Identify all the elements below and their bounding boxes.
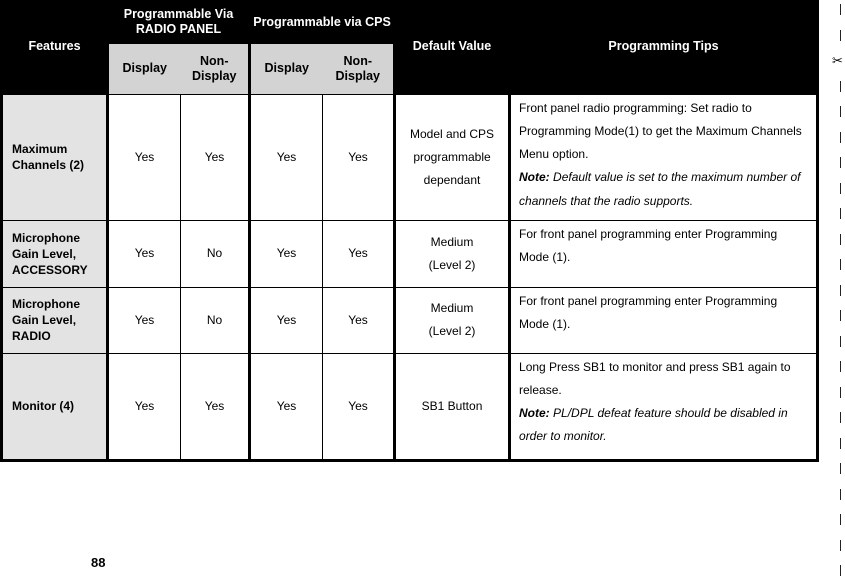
tip-text: Front panel radio programming: Set radio to Programming Mode(1) to get the Maximum Channels Menu option. xyxy=(519,100,802,162)
radio-non-display-value: No xyxy=(181,220,250,287)
tip-text: For front panel programming enter Programming Mode (1). xyxy=(519,293,778,331)
programming-tip xyxy=(510,353,818,460)
feature-name: Monitor (4) xyxy=(2,353,108,460)
programming-tip xyxy=(510,220,818,287)
table-row xyxy=(2,353,818,460)
cps-display-value: Yes xyxy=(250,220,323,287)
cut-line-dash xyxy=(840,387,841,398)
col-header-cps: Programmable via CPS xyxy=(250,0,395,44)
cut-line-dash xyxy=(840,234,841,245)
note-text: PL/DPL defeat feature should be disabled in order to monitor. xyxy=(519,406,788,444)
feature-name: Maximum Channels (2) xyxy=(2,94,108,220)
col-header-radio-panel: Programmable Via RADIO PANEL xyxy=(108,0,250,44)
cut-line xyxy=(838,0,845,580)
table-row xyxy=(2,220,818,287)
cps-non-display-value: Yes xyxy=(323,220,395,287)
cps-non-display-value: Yes xyxy=(323,287,395,353)
cps-non-display-value: Yes xyxy=(323,94,395,220)
note-label: Note: xyxy=(519,406,550,421)
subheader-radio-display: Display xyxy=(108,44,181,94)
tip-text: Long Press SB1 to monitor and press SB1 again to release. xyxy=(519,359,791,397)
cut-line-dash xyxy=(840,361,841,372)
cut-line-dash xyxy=(840,4,841,15)
cut-line-dash xyxy=(840,310,841,321)
col-header-features: Features xyxy=(2,0,108,94)
col-header-programming-tips: Programming Tips xyxy=(510,0,818,94)
default-value: SB1 Button xyxy=(395,353,510,460)
cut-line-dash xyxy=(840,540,841,551)
cut-line-dash xyxy=(840,183,841,194)
cut-line-dash xyxy=(840,565,841,576)
cut-line-dash xyxy=(840,81,841,92)
page-number: 88 xyxy=(91,555,106,570)
col-header-default-value: Default Value xyxy=(395,0,510,94)
subheader-radio-non-display: Non-Display xyxy=(181,44,250,94)
scissors-icon: ✂ xyxy=(832,54,843,69)
cut-line-dash xyxy=(840,30,841,41)
default-value: Medium (Level 2) xyxy=(395,220,510,287)
radio-display-value: Yes xyxy=(108,220,181,287)
cut-line-dash xyxy=(840,208,841,219)
feature-name: Microphone Gain Level, RADIO xyxy=(2,287,108,353)
note-label: Note: xyxy=(519,170,550,185)
radio-display-value: Yes xyxy=(108,94,181,220)
cut-line-dash xyxy=(840,285,841,296)
cut-line-dash xyxy=(840,106,841,117)
cut-line-dash xyxy=(840,157,841,168)
cps-non-display-value: Yes xyxy=(323,353,395,460)
note-text: Default value is set to the maximum number of channels that the radio supports. xyxy=(519,170,801,208)
cps-display-value: Yes xyxy=(250,287,323,353)
radio-non-display-value: Yes xyxy=(181,353,250,460)
radio-non-display-value: No xyxy=(181,287,250,353)
radio-display-value: Yes xyxy=(108,287,181,353)
cut-line-dash xyxy=(840,463,841,474)
radio-non-display-value: Yes xyxy=(181,94,250,220)
cut-line-dash xyxy=(840,412,841,423)
programming-tip xyxy=(510,94,818,220)
tip-text: For front panel programming enter Programming Mode (1). xyxy=(519,226,778,264)
table-row xyxy=(2,94,818,220)
default-value: Medium (Level 2) xyxy=(395,287,510,353)
cut-line-dash xyxy=(840,132,841,143)
cut-line-dash xyxy=(840,438,841,449)
subheader-cps-non-display: Non-Display xyxy=(323,44,395,94)
subheader-cps-display: Display xyxy=(250,44,323,94)
cut-line-dash xyxy=(840,489,841,500)
cut-line-dash xyxy=(840,514,841,525)
cps-display-value: Yes xyxy=(250,94,323,220)
table-row xyxy=(2,287,818,353)
radio-display-value: Yes xyxy=(108,353,181,460)
default-value: Model and CPS programmable dependant xyxy=(395,94,510,220)
cut-line-dash xyxy=(840,336,841,347)
feature-name: Microphone Gain Level, ACCESSORY xyxy=(2,220,108,287)
programming-tip xyxy=(510,287,818,353)
cut-line-dash xyxy=(840,259,841,270)
header-row-top xyxy=(2,0,818,44)
cps-display-value: Yes xyxy=(250,353,323,460)
